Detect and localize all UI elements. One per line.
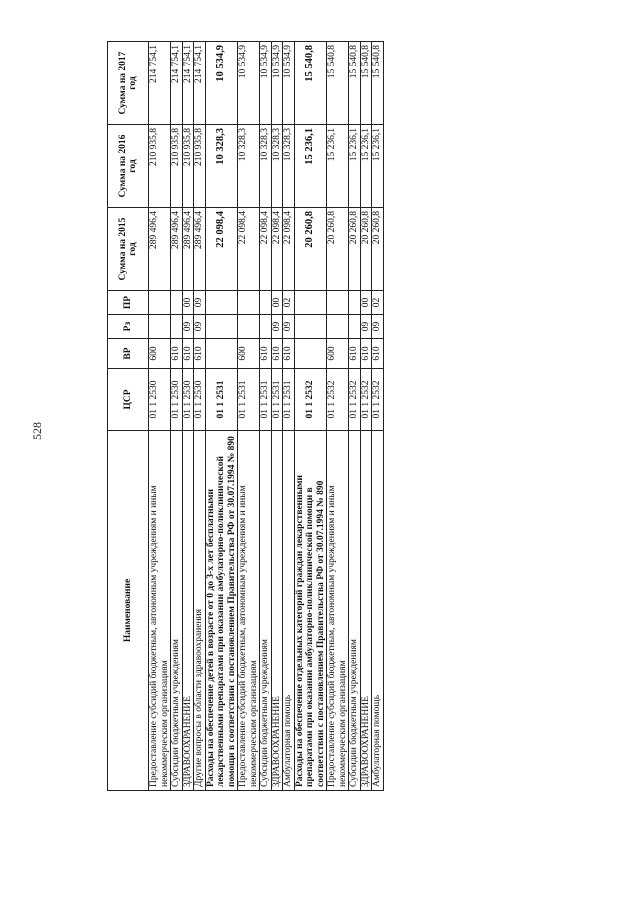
cell-vr: 610	[349, 339, 361, 369]
cell-sum-2016: 10 328,3	[205, 125, 238, 208]
cell-name: Субсидии бюджетным учреждениям	[260, 431, 272, 791]
cell-sum-2016: 210 935,8	[171, 125, 183, 208]
cell-pr: 00	[360, 291, 372, 315]
cell-sum-2016: 10 328,3	[260, 125, 272, 208]
table-header-row	[108, 42, 149, 791]
cell-rz	[349, 315, 361, 339]
cell-sum-2016: 210 935,8	[182, 125, 194, 208]
table-body	[149, 42, 384, 791]
cell-pr: 02	[372, 291, 384, 315]
cell-csr: 01 1 2532	[372, 369, 384, 431]
cell-name: Расходы на обеспечение отдельных категорий граждан лекарственными препаратами при оказании амбулаторно-поликлинической помощи в соответствии с постановлением Правительства РФ от 30.07.1994 № 890	[294, 431, 327, 791]
cell-sum-2017: 15 540,8	[372, 42, 384, 125]
cell-sum-2017: 10 534,9	[205, 42, 238, 125]
cell-sum-2017: 214 754,1	[182, 42, 194, 125]
header-sum-2016: Сумма на 2016 год	[108, 125, 149, 208]
cell-pr: 02	[283, 291, 295, 315]
cell-name: Расходы на обеспечение детей в возрасте от 0 до 3-х лет бесплатными лекарственными препаратами при оказании амбулаторно-поликлинической помощи в соответствии с постановлением Правительства РФ от 30.07.1994 № 890	[205, 431, 238, 791]
cell-csr: 01 1 2530	[194, 369, 206, 431]
cell-sum-2015: 20 260,8	[372, 208, 384, 291]
header-pr: ПР	[108, 291, 149, 315]
cell-pr	[205, 291, 238, 315]
cell-pr	[171, 291, 183, 315]
cell-rz: 09	[271, 315, 283, 339]
cell-name: Предоставление субсидий бюджетным, автономным учреждениям и иным некоммерческим организациям	[149, 431, 171, 791]
cell-rz: 09	[194, 315, 206, 339]
table-row	[171, 42, 183, 791]
cell-sum-2015: 289 496,4	[149, 208, 171, 291]
cell-vr	[294, 339, 327, 369]
cell-sum-2017: 15 540,8	[360, 42, 372, 125]
cell-sum-2017: 15 540,8	[349, 42, 361, 125]
cell-csr: 01 1 2530	[149, 369, 171, 431]
cell-sum-2017: 214 754,1	[149, 42, 171, 125]
header-csr: ЦСР	[108, 369, 149, 431]
table-row	[182, 42, 194, 791]
cell-vr: 600	[327, 339, 349, 369]
cell-name: Субсидии бюджетным учреждениям	[171, 431, 183, 791]
cell-sum-2017: 10 534,9	[238, 42, 260, 125]
cell-sum-2016: 15 236,1	[327, 125, 349, 208]
cell-pr: 09	[194, 291, 206, 315]
cell-sum-2017: 10 534,9	[271, 42, 283, 125]
table-row	[349, 42, 361, 791]
cell-vr: 610	[182, 339, 194, 369]
cell-sum-2016: 10 328,3	[271, 125, 283, 208]
cell-csr: 01 1 2531	[283, 369, 295, 431]
cell-rz	[205, 315, 238, 339]
cell-csr: 01 1 2532	[360, 369, 372, 431]
cell-pr	[349, 291, 361, 315]
cell-name: ЗДРАВООХРАНЕНИЕ	[271, 431, 283, 791]
cell-pr: 00	[271, 291, 283, 315]
cell-rz	[149, 315, 171, 339]
cell-rz	[327, 315, 349, 339]
cell-sum-2016: 15 236,1	[372, 125, 384, 208]
cell-name: Предоставление субсидий бюджетным, автономным учреждениям и иным некоммерческим организациям	[327, 431, 349, 791]
page-number: 528	[30, 422, 44, 440]
header-sum-2017: Сумма на 2017 год	[108, 42, 149, 125]
cell-vr: 610	[260, 339, 272, 369]
cell-rz	[171, 315, 183, 339]
cell-csr: 01 1 2532	[294, 369, 327, 431]
cell-sum-2016: 15 236,1	[349, 125, 361, 208]
cell-vr: 610	[360, 339, 372, 369]
cell-vr	[205, 339, 238, 369]
table-row	[238, 42, 260, 791]
cell-sum-2015: 20 260,8	[360, 208, 372, 291]
cell-rz: 09	[283, 315, 295, 339]
header-name: Наименование	[108, 431, 149, 791]
cell-sum-2016: 210 935,8	[194, 125, 206, 208]
cell-sum-2015: 22 098,4	[283, 208, 295, 291]
cell-rz	[260, 315, 272, 339]
cell-name: Амбулаторная помощь	[283, 431, 295, 791]
cell-csr: 01 1 2531	[205, 369, 238, 431]
table-row	[294, 42, 327, 791]
cell-sum-2016: 15 236,1	[294, 125, 327, 208]
cell-pr	[327, 291, 349, 315]
cell-sum-2017: 10 534,9	[283, 42, 295, 125]
cell-pr	[238, 291, 260, 315]
cell-csr: 01 1 2532	[327, 369, 349, 431]
cell-sum-2016: 10 328,3	[238, 125, 260, 208]
cell-sum-2015: 22 098,4	[260, 208, 272, 291]
cell-rz	[294, 315, 327, 339]
cell-sum-2015: 20 260,8	[294, 208, 327, 291]
cell-sum-2017: 214 754,1	[194, 42, 206, 125]
cell-vr: 610	[283, 339, 295, 369]
cell-csr: 01 1 2531	[238, 369, 260, 431]
cell-sum-2015: 22 098,4	[238, 208, 260, 291]
cell-sum-2016: 10 328,3	[283, 125, 295, 208]
header-sum-2015: Сумма на 2015 год	[108, 208, 149, 291]
cell-rz: 09	[372, 315, 384, 339]
cell-csr: 01 1 2532	[349, 369, 361, 431]
table-row	[283, 42, 295, 791]
cell-sum-2017: 15 540,8	[327, 42, 349, 125]
table-row	[372, 42, 384, 791]
budget-table-container	[107, 41, 499, 791]
cell-csr: 01 1 2530	[171, 369, 183, 431]
cell-rz	[238, 315, 260, 339]
table-row	[260, 42, 272, 791]
cell-pr	[260, 291, 272, 315]
cell-sum-2015: 20 260,8	[349, 208, 361, 291]
cell-name: Субсидии бюджетным учреждениям	[349, 431, 361, 791]
cell-csr: 01 1 2530	[182, 369, 194, 431]
cell-vr: 610	[271, 339, 283, 369]
table-row	[327, 42, 349, 791]
cell-sum-2015: 20 260,8	[327, 208, 349, 291]
cell-csr: 01 1 2531	[260, 369, 272, 431]
table-row	[149, 42, 171, 791]
header-rz: Рз	[108, 315, 149, 339]
cell-vr: 600	[238, 339, 260, 369]
cell-sum-2016: 15 236,1	[360, 125, 372, 208]
cell-name: Амбулаторная помощь	[372, 431, 384, 791]
table-row	[360, 42, 372, 791]
cell-pr	[294, 291, 327, 315]
table-row	[271, 42, 283, 791]
cell-name: Другие вопросы в области здравоохранения	[194, 431, 206, 791]
cell-vr: 610	[372, 339, 384, 369]
cell-csr: 01 1 2531	[271, 369, 283, 431]
cell-sum-2017: 214 754,1	[171, 42, 183, 125]
cell-vr: 610	[171, 339, 183, 369]
budget-table	[107, 41, 384, 791]
table-row	[205, 42, 238, 791]
cell-name: Предоставление субсидий бюджетным, автономным учреждениям и иным некоммерческим организациям	[238, 431, 260, 791]
cell-vr: 600	[149, 339, 171, 369]
cell-sum-2015: 289 496,4	[171, 208, 183, 291]
cell-pr	[149, 291, 171, 315]
cell-sum-2015: 289 496,4	[194, 208, 206, 291]
cell-sum-2015: 289 496,4	[182, 208, 194, 291]
cell-rz: 09	[182, 315, 194, 339]
cell-sum-2016: 210 935,8	[149, 125, 171, 208]
header-vr: ВР	[108, 339, 149, 369]
cell-rz: 09	[360, 315, 372, 339]
cell-sum-2017: 10 534,9	[260, 42, 272, 125]
cell-vr: 610	[194, 339, 206, 369]
cell-sum-2015: 22 098,4	[271, 208, 283, 291]
cell-sum-2017: 15 540,8	[294, 42, 327, 125]
cell-name: ЗДРАВООХРАНЕНИЕ	[182, 431, 194, 791]
table-row	[194, 42, 206, 791]
cell-pr: 00	[182, 291, 194, 315]
cell-name: ЗДРАВООХРАНЕНИЕ	[360, 431, 372, 791]
cell-sum-2015: 22 098,4	[205, 208, 238, 291]
